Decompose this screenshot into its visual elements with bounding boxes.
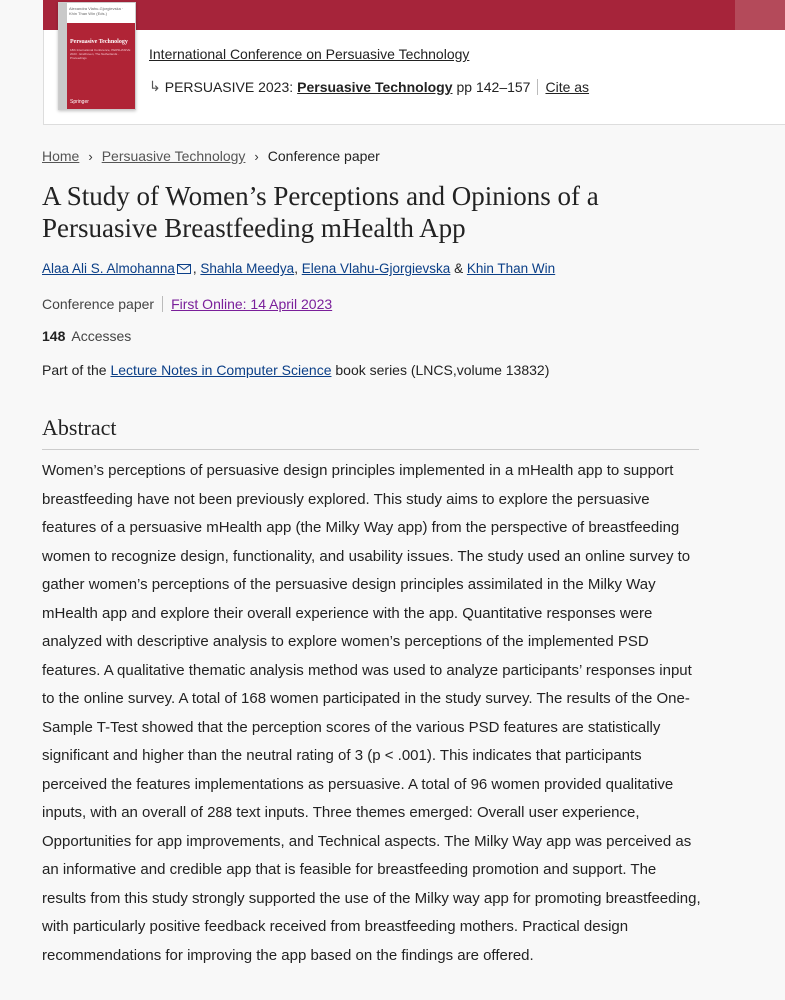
divider bbox=[162, 296, 163, 312]
cover-title: Persuasive Technology bbox=[70, 39, 128, 45]
page-title: A Study of Women’s Perceptions and Opinions of a Persuasive Breastfeeding mHealth App bbox=[42, 181, 599, 243]
access-number: 148 bbox=[42, 328, 66, 344]
author-link[interactable]: Shahla Meedya bbox=[200, 261, 295, 276]
page-range: pp 142–157 bbox=[456, 78, 531, 95]
cover-panel bbox=[67, 23, 135, 109]
cover-publisher: Springer bbox=[70, 99, 89, 105]
header-banner bbox=[43, 0, 785, 30]
chevron-right-icon: › bbox=[254, 148, 259, 164]
author-ampersand: & bbox=[454, 261, 464, 276]
abstract-heading: Abstract bbox=[42, 415, 699, 450]
content-type: Conference paper bbox=[42, 296, 155, 312]
conference-link[interactable]: International Conference on Persuasive Technology bbox=[149, 46, 470, 62]
breadcrumb-home[interactable]: Home bbox=[42, 148, 80, 164]
access-label: Accesses bbox=[71, 328, 132, 344]
series-link[interactable]: Lecture Notes in Computer Science bbox=[110, 362, 332, 378]
breadcrumb bbox=[42, 148, 380, 164]
series-prefix: Part of the bbox=[42, 362, 107, 378]
breadcrumb-book[interactable]: Persuasive Technology bbox=[101, 148, 246, 164]
author-link[interactable]: Alaa Ali S. Almohanna bbox=[42, 261, 175, 276]
header-banner-end bbox=[735, 0, 785, 30]
chevron-right-icon: › bbox=[88, 148, 93, 164]
cover-subtitle: 18th International Conference, PERSUASIVE 2023 · Eindhoven, The Netherlands · Proceedings bbox=[70, 48, 131, 60]
author-separator: , bbox=[192, 261, 197, 276]
email-icon[interactable] bbox=[177, 264, 191, 274]
author-separator: , bbox=[294, 261, 298, 276]
author-link[interactable]: Elena Vlahu-Gjorgievska bbox=[301, 261, 451, 276]
cite-as-link[interactable]: Cite as bbox=[545, 78, 590, 95]
subdirectory-arrow-icon: ↳ bbox=[149, 78, 161, 94]
abstract-text: Women’s perceptions of persuasive design principles implemented in a mHealth app to support breastfeeding have not been previously explored. This study aims to explore the persuasive features of a persuasive mHealth app (the Milky Way app) from the perspective of breastfeeding women to recognize design, functionality, and usability issues. The study used an online survey to gather women’s perceptions of the persuasive design principles assimilated in the Milky Way mHealth app and explore their overall experience with the app. Quantitative responses were analyzed with descriptive analysis to explore women’s perceptions of the implemented PSD features. A qualitative thematic analysis method was used to analyze participants’ responses input to the online survey. A total of 168 women participated in the study survey. The results of the One-Sample T-Test showed that the perception scores of the various PSD features are statistically significant and higher than the neutral rating of 3 (p < .001). This indicates that participants perceived the features implementations as persuasive. A total of 96 women provided qualitative inputs, with an overall of 288 text inputs. Three themes emerged: Overall user experience, Opportunities for app improvements, and Technical aspects. The Milky Way app was perceived as an informative and credible app that is feasible for breastfeeding promotion and support. The results from this study strongly supported the use of the Milky way app for promoting breastfeeding, with particularly positive feedback received from breastfeeding mothers. Practical design recommendations for improving the app based on the findings are offered. bbox=[42, 462, 701, 964]
cover-spine bbox=[59, 3, 67, 109]
book-cover[interactable] bbox=[58, 2, 136, 110]
book-title-link[interactable]: Persuasive Technology bbox=[297, 78, 453, 95]
divider bbox=[537, 79, 538, 95]
book-series bbox=[42, 362, 549, 378]
first-online-link[interactable]: First Online: 14 April 2023 bbox=[171, 296, 333, 312]
article-meta bbox=[42, 296, 332, 312]
breadcrumb-current: Conference paper bbox=[267, 148, 380, 164]
author-list bbox=[42, 261, 555, 276]
proceedings-line bbox=[149, 78, 589, 95]
cover-editors: Alexandra Vlahu-Gjorgievska · Khin Than Win (Eds.) bbox=[69, 6, 124, 16]
access-count bbox=[42, 328, 131, 344]
event-name: PERSUASIVE 2023: bbox=[164, 78, 294, 95]
author-link[interactable]: Khin Than Win bbox=[466, 261, 556, 276]
series-suffix: book series (LNCS,volume 13832) bbox=[335, 362, 550, 378]
